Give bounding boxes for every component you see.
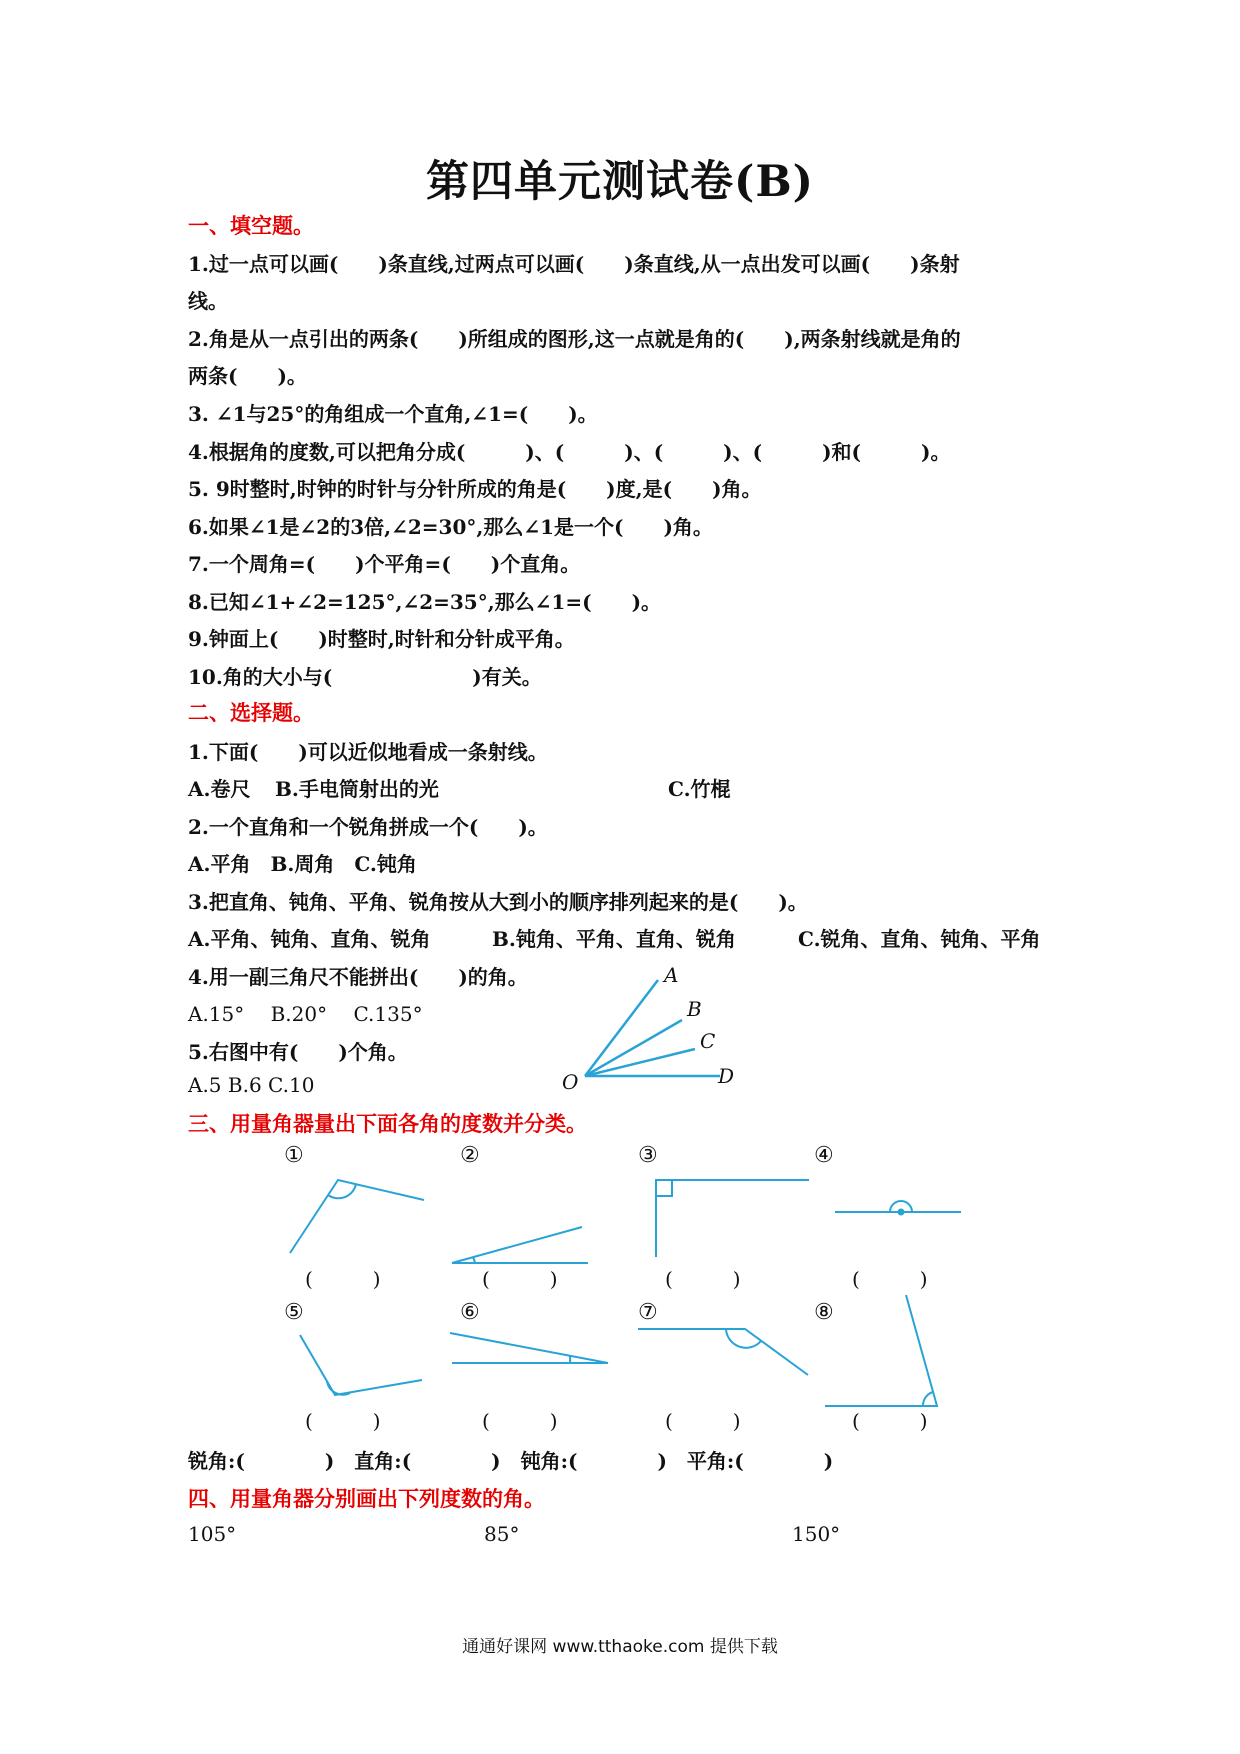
choice-q1-option-b: B.手电筒射出的光: [275, 777, 439, 801]
answer-blank-4[interactable]: ( ): [852, 1267, 928, 1291]
choice-q1-option-a: A.卷尺: [188, 777, 251, 801]
choice-q3: 3.把直角、钝角、平角、锐角按从大到小的顺序排列起来的是( )。: [188, 890, 808, 914]
angle-5-figure: [300, 1335, 422, 1395]
ray-ob: [585, 1020, 682, 1076]
answer-blank-5[interactable]: ( ): [305, 1409, 381, 1433]
choice-q1-option-c: C.竹棍: [668, 777, 731, 801]
angle-number-6: ⑥: [460, 1300, 480, 1325]
angle-7-figure: [638, 1329, 808, 1375]
angle-4-figure: [835, 1201, 961, 1215]
choice-q1: 1.下面( )可以近似地看成一条射线。: [188, 740, 548, 764]
label-d: D: [718, 1064, 735, 1088]
fill-q2-line1: 2.角是从一点引出的两条( )所组成的图形,这一点就是角的( ),两条射线就是角的: [188, 327, 961, 351]
fill-q5: 5. 9时整时,时钟的时针与分针所成的角是( )度,是( )角。: [188, 477, 762, 501]
choice-q4-options: A.15° B.20° C.135°: [188, 1002, 423, 1026]
choice-q3-option-a: A.平角、钝角、直角、锐角: [188, 927, 431, 951]
label-c: C: [700, 1029, 716, 1053]
angle-number-1: ①: [284, 1143, 304, 1168]
fill-q7: 7.一个周角=( )个平角=( )个直角。: [188, 552, 581, 576]
footer: 通通好课网 www.tthaoke.com 提供下载: [462, 1637, 778, 1657]
fill-q9: 9.钟面上( )时整时,时针和分针成平角。: [188, 627, 575, 651]
fill-q1-line2: 线。: [188, 289, 228, 313]
label-b: B: [687, 997, 702, 1021]
choice-q4: 4.用一副三角尺不能拼出( )的角。: [188, 965, 528, 989]
fill-q4: 4.根据角的度数,可以把角分成( )、( )、( )、( )和( )。: [188, 440, 951, 464]
choice-q3-option-c: C.锐角、直角、钝角、平角: [798, 927, 1041, 951]
angle-6-figure: [450, 1333, 608, 1363]
angle-number-2: ②: [460, 1143, 480, 1168]
section-2-heading: 二、选择题。: [188, 700, 314, 725]
angle-1-figure: [290, 1180, 424, 1253]
page-title: 第四单元测试卷(B): [425, 157, 815, 207]
draw-degree-1: 105°: [188, 1522, 237, 1546]
choice-q3-option-b: B.钝角、平角、直角、锐角: [492, 927, 736, 951]
answer-blank-3[interactable]: ( ): [665, 1267, 741, 1291]
fill-q10: 10.角的大小与( )有关。: [188, 665, 542, 689]
angles-row-1: [270, 1165, 970, 1270]
answer-blank-2[interactable]: ( ): [482, 1267, 558, 1291]
angle-8-figure: [825, 1295, 937, 1406]
draw-degree-3: 150°: [792, 1522, 841, 1546]
angle-categories: 锐角:( ) 直角:( ) 钝角:( ) 平角:( ): [188, 1449, 834, 1473]
angle-number-5: ⑤: [284, 1300, 304, 1325]
answer-blank-6[interactable]: ( ): [482, 1409, 558, 1433]
angle-number-7: ⑦: [638, 1300, 658, 1325]
section-4-heading: 四、用量角器分别画出下列度数的角。: [188, 1486, 545, 1511]
fill-q1-line1: 1.过一点可以画( )条直线,过两点可以画( )条直线,从一点出发可以画( )条射: [188, 252, 960, 276]
section-3-heading: 三、用量角器量出下面各角的度数并分类。: [188, 1111, 587, 1136]
fill-q6: 6.如果∠1是∠2的3倍,∠2=30°,那么∠1是一个( )角。: [188, 515, 713, 539]
label-o: O: [562, 1070, 579, 1094]
angle-number-3: ③: [638, 1143, 658, 1168]
angles-row-2: [270, 1295, 970, 1415]
answer-blank-8[interactable]: ( ): [852, 1409, 928, 1433]
fill-q8: 8.已知∠1+∠2=125°,∠2=35°,那么∠1=( )。: [188, 590, 662, 614]
fill-q3: 3. ∠1与25°的角组成一个直角,∠1=( )。: [188, 402, 598, 426]
choice-q2: 2.一个直角和一个锐角拼成一个( )。: [188, 815, 548, 839]
choice-q5: 5.右图中有( )个角。: [188, 1040, 408, 1064]
angle-number-4: ④: [814, 1143, 834, 1168]
answer-blank-1[interactable]: ( ): [305, 1267, 381, 1291]
rays-figure: [560, 960, 740, 1095]
angle-2-figure: [452, 1227, 588, 1263]
angle-3-figure: [656, 1180, 809, 1257]
section-1-heading: 一、填空题。: [188, 213, 314, 238]
label-a: A: [664, 963, 679, 987]
choice-q5-options: A.5 B.6 C.10: [188, 1073, 315, 1097]
angle-number-8: ⑧: [814, 1300, 834, 1325]
fill-q2-line2: 两条( )。: [188, 364, 307, 388]
choice-q2-options: A.平角 B.周角 C.钝角: [188, 852, 417, 876]
answer-blank-7[interactable]: ( ): [665, 1409, 741, 1433]
draw-degree-2: 85°: [484, 1522, 520, 1546]
